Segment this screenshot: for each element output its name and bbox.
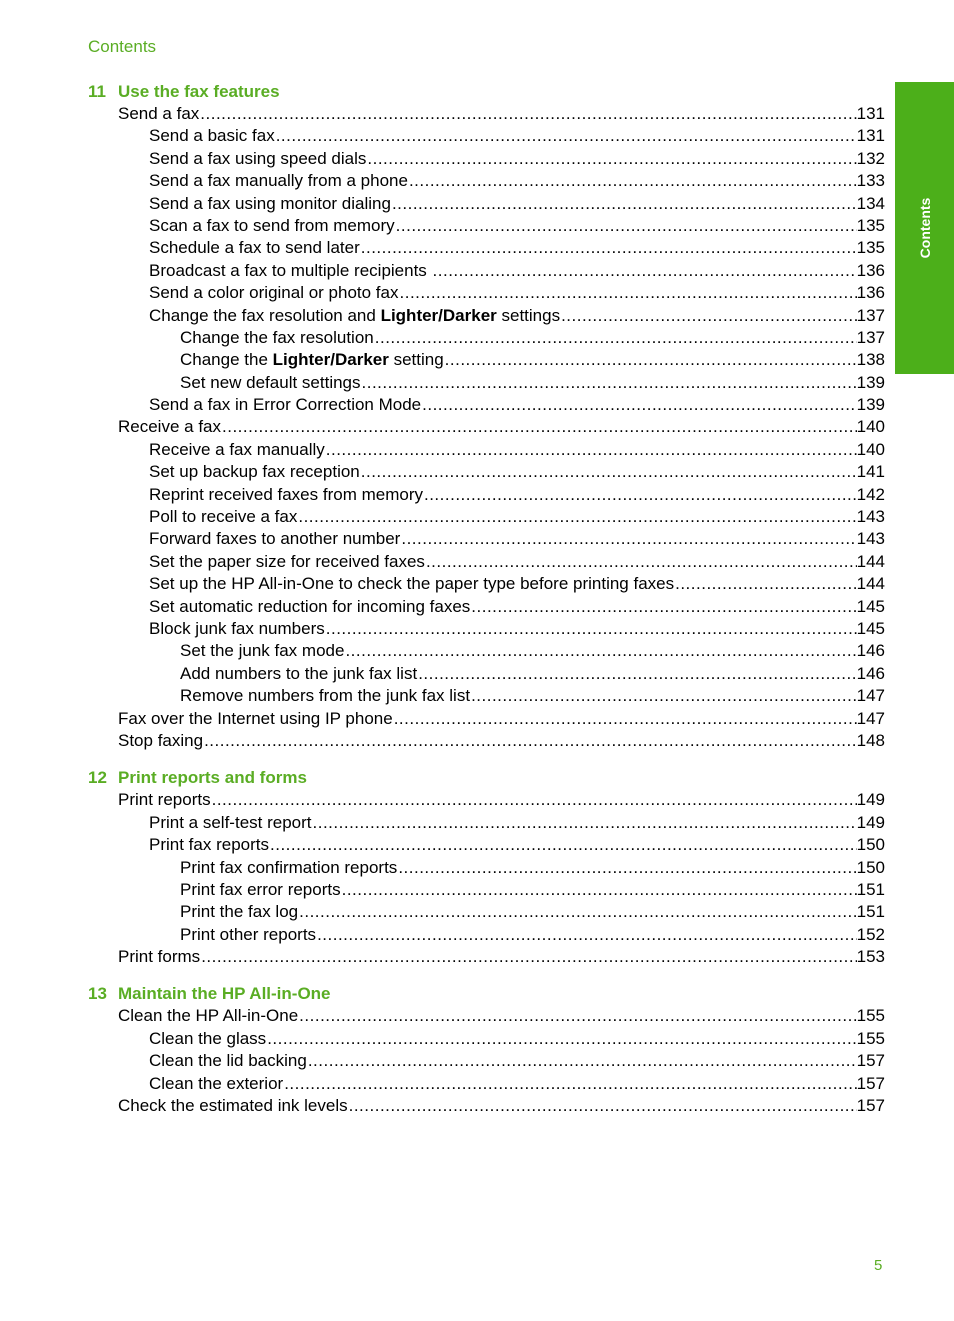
toc-entry-title: Send a fax in Error Correction Mode (149, 395, 422, 415)
dot-leader (299, 1005, 856, 1027)
toc-entry-title: Set new default settings (180, 372, 361, 392)
toc-entry-title: Send a fax using monitor dialing (149, 193, 391, 213)
toc-entry-title-bold: Lighter/Darker (380, 305, 497, 325)
dot-leader (204, 730, 857, 752)
toc-entry-page: 153 (856, 947, 885, 967)
chapter-number: 11 (88, 82, 106, 101)
toc-entry-page: 139 (856, 395, 885, 415)
dot-leader (675, 573, 857, 595)
toc-entry[interactable] (88, 439, 885, 461)
toc-entry[interactable] (88, 282, 885, 304)
toc-entry-title: Set up the HP All-in-One to check the paper type before printing faxes (149, 574, 675, 594)
dot-leader (367, 148, 856, 170)
toc-entry[interactable] (88, 260, 885, 282)
toc-entry[interactable] (88, 640, 885, 662)
toc-entry-page: 136 (856, 283, 885, 303)
dot-leader (308, 1050, 857, 1072)
toc-entry-page: 141 (856, 462, 885, 482)
toc-entry-page: 131 (856, 126, 885, 146)
toc-entry[interactable] (88, 663, 885, 685)
dot-leader (409, 170, 857, 192)
toc-entry[interactable] (88, 1028, 885, 1050)
dot-leader (375, 327, 857, 349)
toc-entry-title: Set up backup fax reception (149, 462, 360, 482)
toc-entry-title: Set automatic reduction for incoming faxes (149, 596, 471, 616)
toc-chapter (88, 767, 885, 968)
dot-leader (298, 506, 856, 528)
dot-leader (349, 1095, 857, 1117)
dot-leader (326, 439, 857, 461)
toc-entry-page: 149 (856, 790, 885, 810)
toc-entry[interactable] (88, 528, 885, 550)
toc-entry-title: Schedule a fax to send later (149, 238, 360, 258)
toc-entry-title (180, 349, 444, 371)
toc-entry-title: Print a self-test report (149, 812, 312, 832)
toc-entry[interactable] (88, 834, 885, 856)
running-header: Contents (88, 37, 157, 56)
toc-entry-page: 140 (856, 439, 885, 459)
toc-entry-page: 132 (856, 148, 885, 168)
toc-entry[interactable] (88, 618, 885, 640)
toc-entry-page: 155 (856, 1028, 885, 1048)
toc-entry-title-part: setting (388, 350, 444, 370)
toc-entry-page: 152 (856, 924, 885, 944)
dot-leader (317, 924, 857, 946)
dot-leader (267, 1028, 856, 1050)
dot-leader (392, 193, 857, 215)
toc-entry-page: 146 (856, 663, 885, 683)
dot-leader (326, 618, 857, 640)
chapter-heading[interactable] (88, 983, 885, 1005)
chapter-heading[interactable] (88, 81, 885, 103)
chapter-number: 12 (88, 768, 107, 788)
toc-entry-title: Receive a fax manually (149, 439, 325, 459)
toc-entry[interactable] (88, 946, 885, 968)
toc-entry-title: Send a fax using speed dials (149, 148, 367, 168)
dot-leader (222, 416, 857, 438)
toc-entry-page: 148 (856, 730, 885, 750)
toc-entry[interactable] (88, 215, 885, 237)
dot-leader (424, 484, 857, 506)
chapter-title: Maintain the HP All-in-One (118, 984, 331, 1004)
toc-entry-title: Stop faxing (118, 730, 204, 750)
toc-entry[interactable] (88, 573, 885, 595)
toc-entry-page: 135 (856, 215, 885, 235)
dot-leader (471, 685, 857, 707)
toc-entry-title: Block junk fax numbers (149, 618, 325, 638)
toc-entry[interactable] (88, 812, 885, 834)
toc-entry[interactable] (88, 789, 885, 811)
toc-entry-title: Send a fax manually from a phone (149, 171, 408, 191)
toc-entry-page: 143 (856, 529, 885, 549)
toc-entry-title: Print other reports (180, 924, 317, 944)
toc-entry-title: Clean the lid backing (149, 1051, 307, 1071)
toc-entry-page: 151 (856, 902, 885, 922)
dot-leader (201, 946, 856, 968)
toc-entry[interactable] (88, 506, 885, 528)
dot-leader (422, 394, 857, 416)
chapter-title: Print reports and forms (118, 768, 307, 788)
dot-leader (361, 237, 857, 259)
dot-leader (561, 305, 857, 327)
toc-entry-title-bold: Lighter/Darker (272, 350, 389, 370)
toc-entry[interactable] (88, 901, 885, 923)
toc-entry-title: Broadcast a fax to multiple recipients (149, 260, 432, 280)
toc-entry[interactable] (88, 685, 885, 707)
toc-entry-page: 150 (856, 835, 885, 855)
toc-entry[interactable] (88, 125, 885, 147)
dot-leader (433, 260, 857, 282)
dot-leader (471, 596, 856, 618)
toc-entry-title-part: Change the fax resolution and (149, 305, 381, 325)
dot-leader (200, 103, 856, 125)
toc-entry-page: 147 (856, 686, 885, 706)
toc-chapter (88, 983, 885, 1117)
toc-entry-page: 140 (856, 417, 885, 437)
toc-entry-page: 135 (856, 238, 885, 258)
chapter-heading[interactable] (88, 767, 885, 789)
toc-entry-title: Set the paper size for received faxes (149, 551, 425, 571)
toc-entry-page: 151 (856, 879, 885, 899)
toc-entry-title: Remove numbers from the junk fax list (180, 686, 471, 706)
toc-entry-page: 157 (856, 1051, 885, 1071)
table-of-contents (88, 81, 885, 1132)
toc-entry[interactable] (88, 484, 885, 506)
toc-entry-page: 143 (856, 507, 885, 527)
toc-entry-page: 138 (856, 350, 885, 370)
toc-entry-page: 157 (856, 1073, 885, 1093)
toc-entry-title: Check the estimated ink levels (118, 1096, 348, 1116)
toc-entry[interactable] (88, 1073, 885, 1095)
toc-entry-title: Send a basic fax (149, 126, 275, 146)
dot-leader (212, 789, 857, 811)
toc-entry[interactable] (88, 103, 885, 125)
chapter-title: Use the fax features (118, 82, 280, 101)
toc-entry[interactable] (88, 730, 885, 752)
toc-entry-page: 144 (856, 574, 885, 594)
dot-leader (270, 834, 857, 856)
toc-entry[interactable] (88, 305, 885, 327)
toc-entry-title: Print fax error reports (180, 879, 341, 899)
toc-entry-title: Print fax reports (149, 835, 269, 855)
toc-entry-page: 145 (856, 618, 885, 638)
toc-entry-page: 155 (856, 1006, 885, 1026)
toc-entry[interactable] (88, 1095, 885, 1117)
toc-entry[interactable] (88, 148, 885, 170)
dot-leader (401, 528, 856, 550)
toc-entry[interactable] (88, 327, 885, 349)
toc-entry[interactable] (88, 708, 885, 730)
dot-leader (284, 1073, 856, 1095)
toc-entry-page: 150 (856, 857, 885, 877)
page-number: 5 (874, 1257, 883, 1274)
toc-entry[interactable] (88, 237, 885, 259)
toc-entry-title: Print the fax log (180, 902, 299, 922)
toc-entry[interactable] (88, 857, 885, 879)
toc-entry[interactable] (88, 394, 885, 416)
toc-entry-page: 147 (856, 708, 885, 728)
dot-leader (361, 461, 857, 483)
toc-entry-title: Receive a fax (118, 417, 221, 437)
toc-entry[interactable] (88, 924, 885, 946)
dot-leader (418, 663, 856, 685)
toc-entry-title: Set the junk fax mode (180, 641, 345, 661)
toc-entry-title: Send a color original or photo fax (149, 283, 399, 303)
toc-entry-page: 133 (856, 171, 885, 191)
section-side-tab (895, 82, 954, 374)
toc-entry-page: 136 (856, 260, 885, 280)
toc-entry-page: 139 (856, 372, 885, 392)
toc-entry-title: Print forms (118, 947, 201, 967)
toc-entry-title: Reprint received faxes from memory (149, 484, 423, 504)
toc-entry-title: Clean the exterior (149, 1073, 284, 1093)
dot-leader (400, 282, 857, 304)
toc-entry[interactable] (88, 416, 885, 438)
toc-entry-title: Print fax confirmation reports (180, 857, 398, 877)
toc-entry-title (149, 305, 560, 327)
toc-entry[interactable] (88, 879, 885, 901)
dot-leader (362, 372, 857, 394)
toc-entry-title: Change the fax resolution (180, 327, 374, 347)
toc-entry-page: 157 (856, 1096, 885, 1116)
dot-leader (394, 708, 857, 730)
toc-entry[interactable] (88, 372, 885, 394)
toc-entry[interactable] (88, 1050, 885, 1072)
toc-entry-page: 134 (856, 193, 885, 213)
dot-leader (345, 640, 856, 662)
toc-entry-page: 137 (856, 327, 885, 347)
dot-leader (342, 879, 857, 901)
toc-entry-page: 142 (856, 484, 885, 504)
dot-leader (426, 551, 857, 573)
toc-entry-page: 137 (856, 305, 885, 325)
dot-leader (445, 349, 857, 371)
toc-chapter (88, 81, 885, 752)
toc-entry[interactable] (88, 596, 885, 618)
toc-entry[interactable] (88, 1005, 885, 1027)
toc-entry[interactable] (88, 349, 885, 371)
toc-entry-page: 145 (856, 596, 885, 616)
toc-entry[interactable] (88, 170, 885, 192)
toc-entry-title: Print reports (118, 790, 211, 810)
toc-entry-title: Add numbers to the junk fax list (180, 663, 418, 683)
toc-entry-title: Forward faxes to another number (149, 529, 401, 549)
chapter-number: 13 (88, 984, 107, 1004)
toc-entry-title: Clean the glass (149, 1028, 267, 1048)
toc-entry-title: Fax over the Internet using IP phone (118, 708, 393, 728)
toc-entry-title-part: Change the (180, 350, 273, 370)
dot-leader (398, 857, 856, 879)
dot-leader (313, 812, 857, 834)
toc-entry[interactable] (88, 193, 885, 215)
toc-entry-page: 144 (856, 551, 885, 571)
toc-entry-title-part: settings (496, 305, 561, 325)
toc-entry-title: Clean the HP All-in-One (118, 1006, 299, 1026)
toc-entry-title: Send a fax (118, 104, 200, 123)
dot-leader (276, 125, 857, 147)
dot-leader (396, 215, 857, 237)
toc-entry-page: 131 (856, 104, 885, 123)
toc-entry-title: Poll to receive a fax (149, 507, 298, 527)
side-tab-label: Contents (916, 197, 933, 259)
toc-entry-page: 146 (856, 641, 885, 661)
dot-leader (299, 901, 857, 923)
toc-entry[interactable] (88, 551, 885, 573)
toc-entry-title: Scan a fax to send from memory (149, 215, 395, 235)
toc-entry[interactable] (88, 461, 885, 483)
toc-entry-page: 149 (856, 812, 885, 832)
